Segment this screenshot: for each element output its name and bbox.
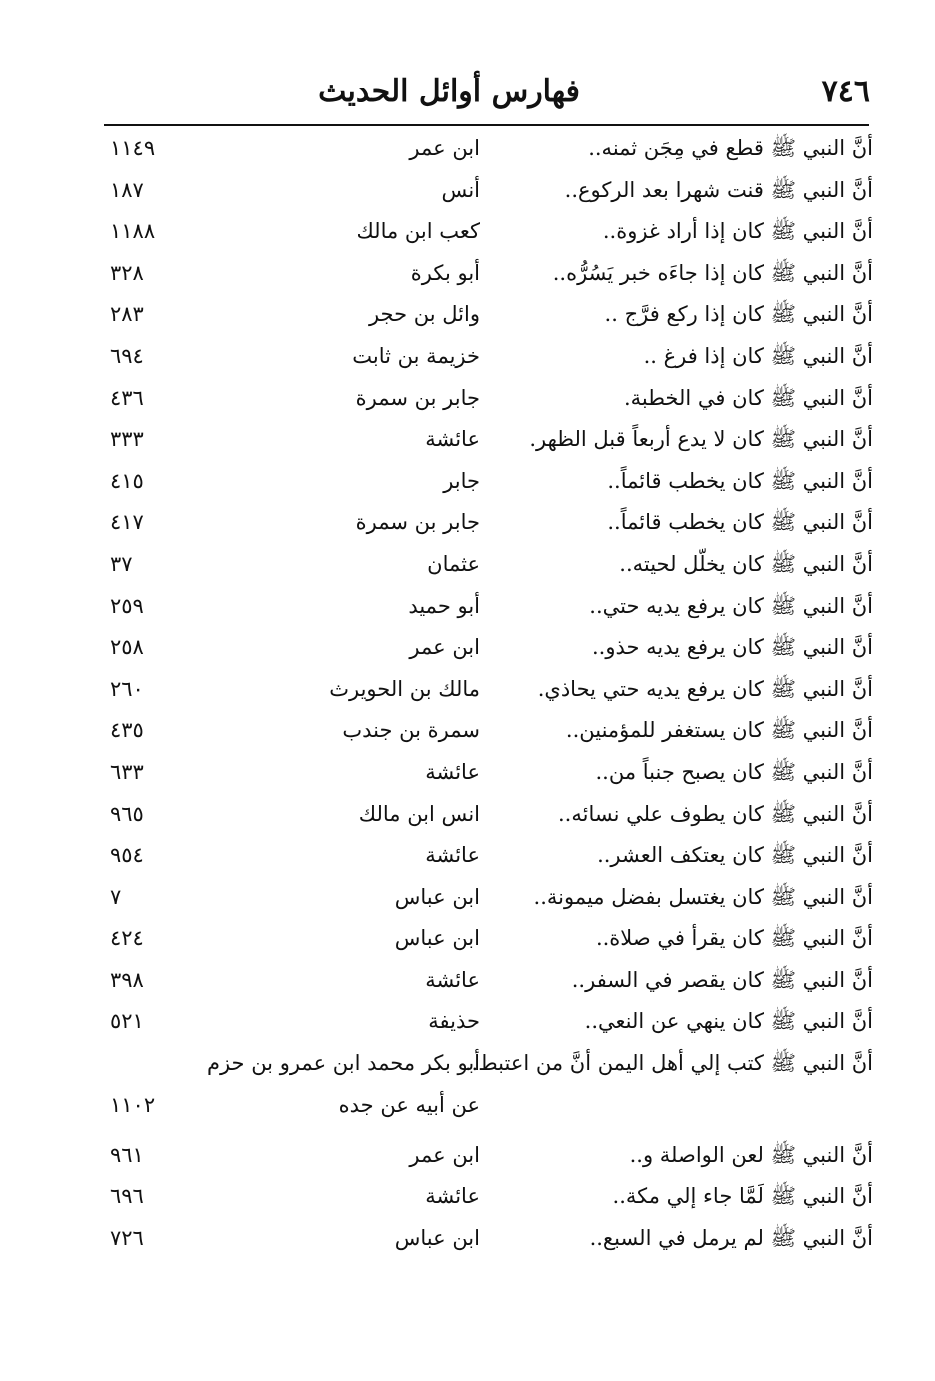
hadith-incipit: أنَّ النبي ﷺ كان يصبح جنباً من.. (595, 759, 873, 784)
narrator: عثمان (427, 551, 480, 576)
header-rule (104, 124, 869, 126)
reference-number: ٣٧ (110, 551, 133, 576)
index-row (0, 544, 935, 586)
hadith-incipit: أنَّ النبي ﷺ كتب إلي أهل اليمن أنَّ من اعتبط.. (464, 1051, 873, 1076)
reference-number: ٥٢١ (110, 1009, 144, 1034)
index-row (0, 502, 935, 544)
reference-number: ٤١٧ (110, 510, 144, 535)
reference-number: ٩٦١ (110, 1142, 144, 1167)
index-row (0, 1135, 935, 1177)
narrator: جابر بن سمرة (355, 385, 480, 410)
reference-number: ٢٥٨ (110, 635, 144, 660)
hadith-incipit: أنَّ النبي ﷺ كان يعتكف العشر.. (597, 843, 873, 868)
narrator: جابر (443, 468, 480, 493)
hadith-incipit: أنَّ النبي ﷺ لم يرمل في السبع.. (589, 1225, 873, 1250)
reference-number: ٦٩٦ (110, 1184, 144, 1209)
index-row (0, 211, 935, 253)
index-entries (0, 128, 935, 1259)
reference-number: ١١٤٩ (110, 136, 156, 160)
index-row (0, 877, 935, 919)
reference-number: ١١٠٢ (110, 1092, 156, 1117)
index-row (0, 419, 935, 461)
index-row (0, 1176, 935, 1218)
hadith-incipit: أنَّ النبي ﷺ كان يغتسل بفضل ميمونة.. (533, 884, 873, 909)
hadith-incipit: أنَّ النبي ﷺ كان يخطب قائماً.. (607, 468, 873, 493)
index-row (0, 461, 935, 503)
reference-number: ٣٩٨ (110, 967, 144, 992)
hadith-incipit: أنَّ النبي ﷺ كان يخطب قائماً.. (607, 510, 873, 535)
hadith-incipit: أنَّ النبي ﷺ كان إذا جاءَه خبر يَسُرُّه.. (552, 260, 873, 285)
hadith-incipit: أنَّ النبي ﷺ كان يستغفر للمؤمنين.. (565, 718, 873, 743)
reference-number: ٩٥٤ (110, 843, 144, 868)
hadith-incipit: أنَّ النبي ﷺ كان يطوف علي نسائه.. (557, 801, 873, 826)
hadith-incipit: أنَّ النبي ﷺ كان إذا فرغ .. (643, 343, 873, 368)
narrator: مالك بن الحويرث (329, 676, 480, 701)
hadith-incipit: أنَّ النبي ﷺ كان في الخطبة. (623, 385, 873, 410)
index-row (0, 586, 935, 628)
narrator: أبو حميد (408, 593, 480, 618)
hadith-incipit: أنَّ النبي ﷺ كان ينهي عن النعي.. (584, 1009, 873, 1034)
page-title: فهارس أوائل الحديث (318, 74, 580, 109)
reference-number: ٤٣٦ (110, 385, 144, 410)
narrator: وائل بن حجر (368, 302, 480, 327)
index-row (0, 378, 935, 420)
reference-number: ٣٣٣ (110, 427, 144, 452)
narrator: سمرة بن جندب (342, 718, 480, 743)
narrator: عائشة (425, 967, 480, 992)
narrator: ابن عباس (394, 884, 480, 909)
reference-number: ٢٨٣ (110, 302, 144, 327)
reference-number: ٤٢٤ (110, 926, 144, 951)
hadith-incipit: أنَّ النبي ﷺ قطع في مِجَن ثمنه.. (588, 136, 873, 160)
index-row (0, 960, 935, 1002)
hadith-incipit: أنَّ النبي ﷺ لَمَّا جاء إلي مكة.. (612, 1184, 873, 1209)
narrator: أبو بكرة (410, 260, 480, 285)
narrator: ابن عمر (409, 1142, 480, 1167)
index-row-continuation (0, 1085, 935, 1135)
hadith-incipit: أنَّ النبي ﷺ كان لا يدع أربعاً قبل الظهر. (529, 427, 873, 452)
narrator: عائشة (425, 843, 480, 868)
reference-number: ٧٢٦ (110, 1225, 144, 1250)
narrator-continuation: عن أبيه عن جده (338, 1092, 480, 1117)
narrator: جابر بن سمرة (355, 510, 480, 535)
index-row (0, 794, 935, 836)
index-row (0, 253, 935, 295)
narrator: ابن عمر (409, 635, 480, 660)
reference-number: ٦٣٣ (110, 759, 144, 784)
index-row (0, 1218, 935, 1260)
reference-number: ٢٥٩ (110, 593, 144, 618)
index-row (0, 128, 935, 170)
narrator: ابن عباس (394, 926, 480, 951)
hadith-incipit: أنَّ النبي ﷺ كان يقرأ في صلاة.. (595, 926, 873, 951)
hadith-incipit: أنَّ النبي ﷺ قنت شهرا بعد الركوع.. (564, 177, 873, 202)
hadith-incipit: أنَّ النبي ﷺ كان يرفع يديه حتي.. (589, 593, 873, 618)
hadith-incipit: أنَّ النبي ﷺ كان يرفع يديه حتي يحاذي. (537, 676, 873, 701)
reference-number: ٢٦٠ (110, 676, 144, 701)
index-row-multiline (0, 1043, 935, 1085)
page-header (100, 74, 870, 118)
index-row (0, 627, 935, 669)
reference-number: ٤٣٥ (110, 718, 144, 743)
hadith-incipit: أنَّ النبي ﷺ كان إذا أراد غزوة.. (602, 219, 873, 244)
reference-number: ١١٨٨ (110, 219, 156, 244)
index-row (0, 294, 935, 336)
index-row (0, 710, 935, 752)
reference-number: ٣٢٨ (110, 260, 144, 285)
page-number: ٧٤٦ (821, 74, 870, 109)
narrator: عائشة (425, 759, 480, 784)
reference-number: ٤١٥ (110, 468, 144, 493)
narrator: عائشة (425, 427, 480, 452)
hadith-incipit: أنَّ النبي ﷺ كان يرفع يديه حذو.. (591, 635, 873, 660)
index-row (0, 170, 935, 212)
hadith-incipit: أنَّ النبي ﷺ كان يخلّل لحيته.. (619, 551, 873, 576)
narrator: انس ابن مالك (358, 801, 480, 826)
narrator: ابن عمر (409, 136, 480, 160)
index-row (0, 669, 935, 711)
hadith-incipit: أنَّ النبي ﷺ كان إذا ركع فرَّج .. (604, 302, 873, 327)
reference-number: ٧ (110, 884, 122, 909)
narrator: كعب ابن مالك (356, 219, 480, 244)
index-row (0, 918, 935, 960)
hadith-incipit: أنَّ النبي ﷺ كان يقصر في السفر.. (571, 967, 873, 992)
reference-number: ١٨٧ (110, 177, 144, 202)
narrator: حذيفة (428, 1009, 480, 1034)
narrator: خزيمة بن ثابت (352, 343, 480, 368)
index-row (0, 1001, 935, 1043)
narrator: عائشة (425, 1184, 480, 1209)
narrator: ابن عباس (394, 1225, 480, 1250)
index-row (0, 752, 935, 794)
narrator: أبو بكر محمد ابن عمرو بن حزم (206, 1051, 480, 1076)
reference-number: ٩٦٥ (110, 801, 144, 826)
index-row (0, 336, 935, 378)
hadith-incipit: أنَّ النبي ﷺ لعن الواصلة و.. (629, 1142, 873, 1167)
narrator: أنس (441, 177, 480, 202)
index-row (0, 835, 935, 877)
reference-number: ٦٩٤ (110, 343, 144, 368)
